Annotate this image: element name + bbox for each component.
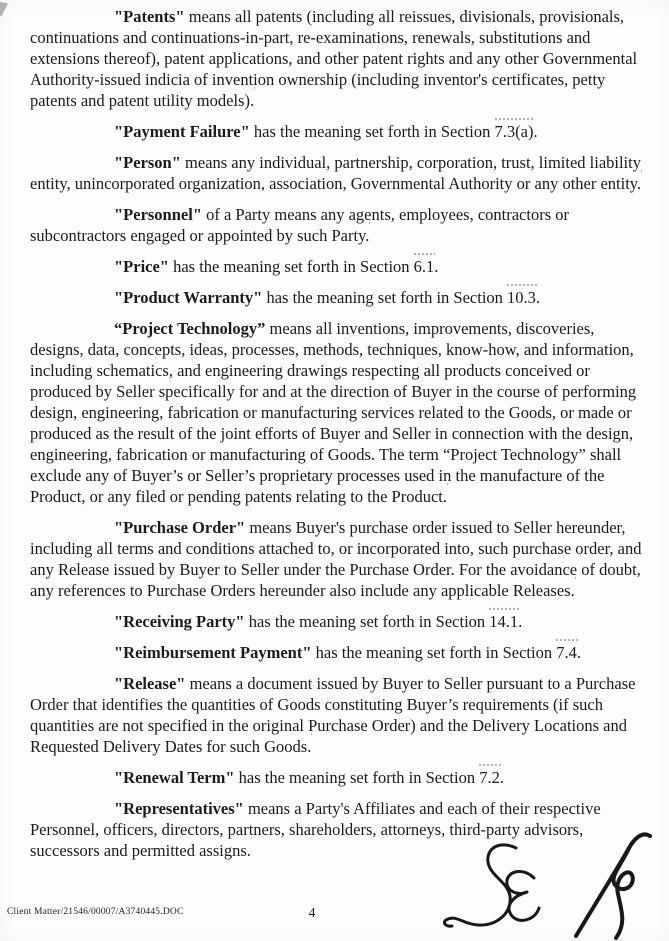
definition-paragraph-price [30,256,643,277]
defined-term: "Renewal Term" [114,768,235,787]
definition-paragraph-renewal-term [30,767,643,788]
section-reference: 7.2 [479,768,500,787]
defined-term: "Product Warranty" [114,288,263,307]
defined-term: "Purchase Order" [114,518,246,537]
definition-tail: . [499,768,504,787]
section-reference: 14.1 [489,612,519,631]
definition-paragraph-personnel [30,204,643,246]
defined-term: "Release" [114,674,186,693]
definition-text: has the meaning set forth in Section [262,288,508,307]
definition-text: means all inventions, improvements, discoveries, designs, data, concepts, ideas, processes, methods, techniques, know-how, and information, including schematics, and engineering drawings respecting all products conceived or produced by Seller specifically for and at the direction of Buyer in the course of performing design, engineering, fabrication or manufacturing services related to the Goods, or made or produced as the result of the joint efforts of Buyer and Seller in connection with the design, engineering, fabrication or manufacturing of Goods. The term “Project Technology” shall exclude any of Buyer’s or Seller’s proprietary processes used in the manufacture of the Product, or any filed or pending patents relating to the Product. [30,319,637,506]
definition-paragraph-person [30,152,643,194]
defined-term: "Representatives" [114,799,244,818]
defined-term: "Reimbursement Payment" [114,643,312,662]
defined-term: "Price" [114,257,169,276]
definition-paragraph-product-warranty [30,287,643,308]
definition-text: has the meaning set forth in Section [234,768,480,787]
definition-paragraph-purchase-order [30,517,643,601]
defined-term: "Personnel" [114,205,202,224]
section-reference: 7.3(a) [494,122,534,141]
definition-text: means a document issued by Buyer to Seller pursuant to a Purchase Order that identifies the quantities of Goods constituting Buyer’s requirements (if such quantities are not specified in the original Purchase Order) and the Delivery Locations and Requested Delivery Dates for such Goods. [30,674,636,756]
definition-tail: . [576,643,581,662]
definition-tail: . [533,122,538,141]
definitions-section [30,6,643,871]
defined-term: "Person" [114,153,181,172]
handwritten-initial-icon [556,826,668,941]
definition-text: means all patents (including all reissues, divisionals, provisionals, continuations and continuations-in-part, re-examinations, renewals, substitutions and extensions thereof), patent applications, and other patent rights and any other Governmental Authority-issued indicia of invention ownership (including inventor's certificates, petty patents and patent utility models). [30,7,638,110]
defined-term: "Receiving Party" [114,612,245,631]
definition-text: has the meaning set forth in Section [249,122,495,141]
definition-text: of a Party means any agents, employees, contractors or subcontractors engaged or appointed by such Party. [30,205,569,245]
definition-paragraph-representatives [30,798,643,861]
definition-text: has the meaning set forth in Section [244,612,490,631]
defined-term: "Payment Failure" [114,122,250,141]
definition-tail: . [518,612,523,631]
section-reference: 10.3 [507,288,536,307]
definition-text: means any individual, partnership, corporation, trust, limited liability entity, unincorporated organization, association, Governmental Authority or any other entity. [30,153,642,193]
definition-paragraph-receiving-party [30,611,643,632]
definition-text: means Buyer's purchase order issued to Seller hereunder, including all terms and conditions attached to, or incorporated into, such purchase order, and any Release issued by Buyer to Seller under the Purchase Order. For the avoidance of doubt, any references to Purchase Orders hereunder also include any applicable Releases. [30,518,642,600]
footer-file-reference: Client Matter/21546/00007/A3740445.DOC [7,907,184,917]
definition-paragraph-project-technology [30,318,643,507]
handwritten-initials-icon [442,838,547,938]
signature-initials-right [556,826,668,941]
definition-paragraph-patents [30,6,643,111]
definition-paragraph-release [30,673,643,757]
definition-paragraph-payment-failure [30,121,643,142]
section-reference: 6.1 [413,257,435,276]
definition-paragraph-reimbursement-payment [30,642,643,663]
scan-artifact [0,2,8,17]
section-reference: 7.4 [556,643,577,662]
definition-text: has the meaning set forth in Section [168,257,414,276]
page-number: 4 [308,905,316,920]
defined-term: “Project Technology” [114,319,266,338]
defined-term: "Patents" [114,7,185,26]
signature-initials-left [442,838,547,938]
definition-text: has the meaning set forth in Section [311,643,557,662]
definition-text: means a Party's Affiliates and each of their respective Personnel, officers, directors, partners, shareholders, attorneys, third-party advisors, successors and permitted assigns. [30,799,601,860]
definition-tail: . [535,288,541,307]
definition-tail: . [434,257,439,276]
